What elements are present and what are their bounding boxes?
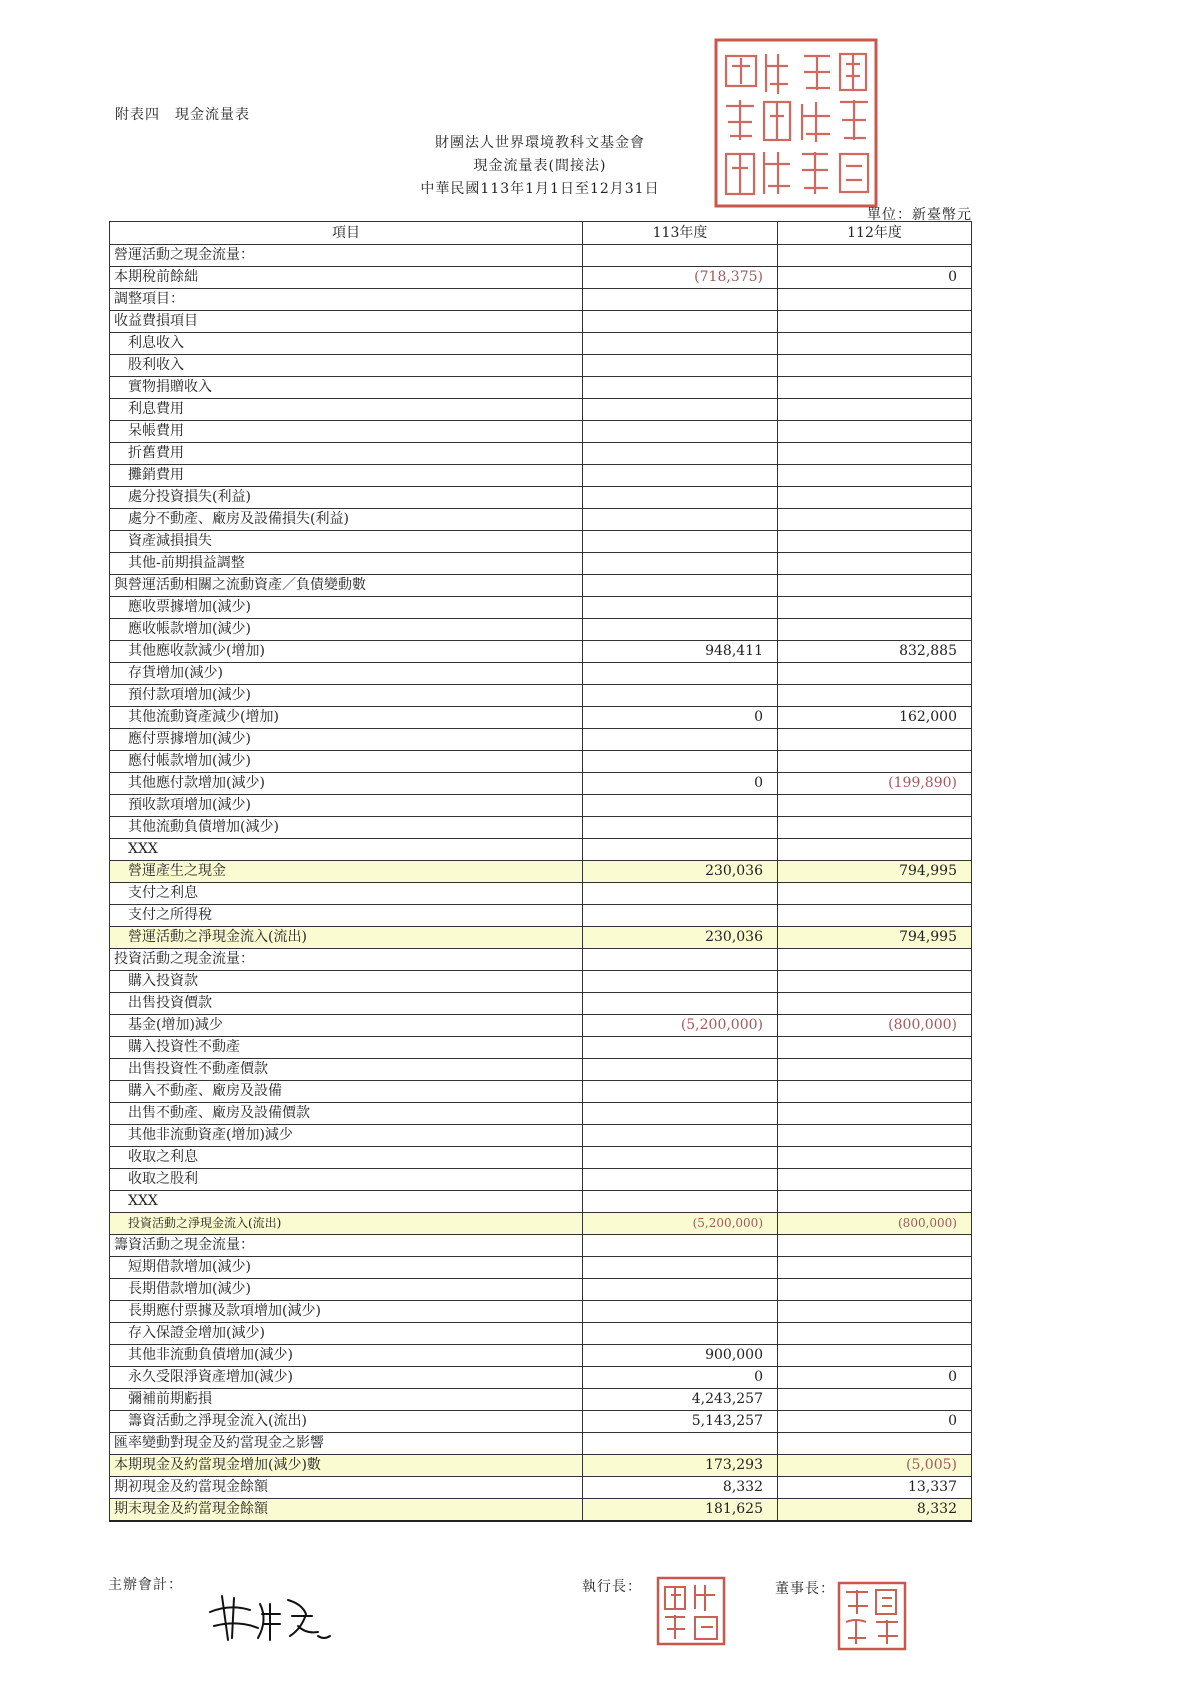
value-113 [583, 905, 778, 927]
row-label: 其他非流動資產(增加)減少 [110, 1125, 583, 1147]
value-112: 832,885 [778, 641, 972, 663]
row-label: 應收票據增加(減少) [110, 597, 583, 619]
value-113 [583, 971, 778, 993]
table-row [110, 311, 972, 333]
row-label: 實物捐贈收入 [110, 377, 583, 399]
row-label: 出售不動產、廠房及設備價款 [110, 1103, 583, 1125]
value-112: 0 [778, 1367, 972, 1389]
row-label: 其他流動負債增加(減少) [110, 817, 583, 839]
ceo-seal-stamp [655, 1575, 727, 1647]
row-label: 購入投資款 [110, 971, 583, 993]
row-label: 存貨增加(減少) [110, 663, 583, 685]
row-label: 基金(增加)減少 [110, 1015, 583, 1037]
table-row [110, 1323, 972, 1345]
table-row [110, 1477, 972, 1499]
row-label: 股利收入 [110, 355, 583, 377]
value-113 [583, 663, 778, 685]
table-row [110, 1411, 972, 1433]
org-name: 財團法人世界環境教科文基金會 [435, 135, 645, 151]
row-label: 其他應付款增加(減少) [110, 773, 583, 795]
value-112 [778, 1037, 972, 1059]
value-113 [583, 1279, 778, 1301]
value-112: 8,332 [778, 1499, 972, 1522]
foundation-seal-stamp [712, 36, 880, 210]
value-113 [583, 1059, 778, 1081]
table-row [110, 751, 972, 773]
table-row [110, 509, 972, 531]
value-112 [778, 1191, 972, 1213]
table-row [110, 619, 972, 641]
table-row [110, 971, 972, 993]
column-header-113: 113年度 [583, 222, 778, 245]
value-113 [583, 949, 778, 971]
value-112 [778, 333, 972, 355]
row-label: 購入不動產、廠房及設備 [110, 1081, 583, 1103]
value-113 [583, 289, 778, 311]
row-label: 與營運活動相關之流動資產／負債變動數 [110, 575, 583, 597]
table-row [110, 289, 972, 311]
table-row [110, 1213, 972, 1235]
value-112 [778, 663, 972, 685]
row-label: XXX [110, 1191, 583, 1213]
value-113: 948,411 [583, 641, 778, 663]
row-label: 投資活動之現金流量： [110, 949, 583, 971]
row-label: 應收帳款增加(減少) [110, 619, 583, 641]
row-label: XXX [110, 839, 583, 861]
value-112 [778, 993, 972, 1015]
value-113 [583, 443, 778, 465]
row-label: 其他應收款減少(增加) [110, 641, 583, 663]
statement-period: 中華民國113年1月1日至12月31日 [420, 181, 660, 197]
value-113 [583, 509, 778, 531]
value-113 [583, 1169, 778, 1191]
row-label: 調整項目： [110, 289, 583, 311]
value-112 [778, 443, 972, 465]
table-row [110, 1059, 972, 1081]
row-label: 處分投資損失(利益) [110, 487, 583, 509]
row-label: 出售投資性不動產價款 [110, 1059, 583, 1081]
value-112: (5,005) [778, 1455, 972, 1477]
value-112: (800,000) [778, 1213, 972, 1235]
value-113: 0 [583, 707, 778, 729]
row-label: 其他非流動負債增加(減少) [110, 1345, 583, 1367]
row-label: 期末現金及約當現金餘額 [110, 1499, 583, 1522]
table-row [110, 575, 972, 597]
value-113: 230,036 [583, 861, 778, 883]
table-row [110, 355, 972, 377]
table-row [110, 817, 972, 839]
value-112 [778, 1279, 972, 1301]
value-113 [583, 729, 778, 751]
table-row [110, 1257, 972, 1279]
value-113 [583, 553, 778, 575]
value-113 [583, 1037, 778, 1059]
value-113 [583, 311, 778, 333]
table-row [110, 267, 972, 289]
row-label: 資產減損損失 [110, 531, 583, 553]
value-113 [583, 1103, 778, 1125]
value-113 [583, 1301, 778, 1323]
row-label: 呆帳費用 [110, 421, 583, 443]
value-113 [583, 795, 778, 817]
table-row [110, 641, 972, 663]
value-112 [778, 1301, 972, 1323]
table-row [110, 663, 972, 685]
row-label: 籌資活動之淨現金流入(流出) [110, 1411, 583, 1433]
value-112 [778, 1433, 972, 1455]
annex-title: 附表四 現金流量表 [115, 107, 250, 123]
value-112 [778, 465, 972, 487]
value-113 [583, 619, 778, 641]
table-row [110, 927, 972, 949]
table-row [110, 1147, 972, 1169]
table-row [110, 399, 972, 421]
value-113 [583, 465, 778, 487]
value-112 [778, 839, 972, 861]
table-row [110, 421, 972, 443]
row-label: 出售投資價款 [110, 993, 583, 1015]
row-label: 其他-前期損益調整 [110, 553, 583, 575]
value-112 [778, 1147, 972, 1169]
value-112 [778, 509, 972, 531]
row-label: 期初現金及約當現金餘額 [110, 1477, 583, 1499]
value-112: 162,000 [778, 707, 972, 729]
row-label: 攤銷費用 [110, 465, 583, 487]
ceo-label: 執行長： [582, 1579, 642, 1595]
value-112 [778, 1125, 972, 1147]
value-112 [778, 1081, 972, 1103]
row-label: 匯率變動對現金及約當現金之影響 [110, 1433, 583, 1455]
value-113 [583, 751, 778, 773]
table-row [110, 685, 972, 707]
table-row [110, 839, 972, 861]
value-112 [778, 377, 972, 399]
value-113 [583, 575, 778, 597]
table-row [110, 1037, 972, 1059]
value-112 [778, 1323, 972, 1345]
value-112 [778, 817, 972, 839]
value-113 [583, 421, 778, 443]
row-label: 預付款項增加(減少) [110, 685, 583, 707]
row-label: 投資活動之淨現金流入(流出) [110, 1213, 583, 1235]
value-113 [583, 1235, 778, 1257]
value-112 [778, 1235, 972, 1257]
value-113 [583, 333, 778, 355]
value-112 [778, 399, 972, 421]
value-113 [583, 355, 778, 377]
table-row [110, 795, 972, 817]
value-113 [583, 399, 778, 421]
value-112: (199,890) [778, 773, 972, 795]
value-112: (800,000) [778, 1015, 972, 1037]
table-row [110, 1103, 972, 1125]
value-112 [778, 971, 972, 993]
table-row [110, 773, 972, 795]
row-label: 預收款項增加(減少) [110, 795, 583, 817]
table-row [110, 1345, 972, 1367]
value-112 [778, 751, 972, 773]
table-row [110, 1125, 972, 1147]
table-row [110, 1235, 972, 1257]
row-label: 營運活動之現金流量： [110, 245, 583, 267]
value-113 [583, 685, 778, 707]
value-112 [778, 553, 972, 575]
value-112: 0 [778, 267, 972, 289]
value-113: 0 [583, 1367, 778, 1389]
value-112: 0 [778, 1411, 972, 1433]
table-row [110, 729, 972, 751]
value-112: 794,995 [778, 927, 972, 949]
value-112 [778, 1345, 972, 1367]
table-row [110, 245, 972, 267]
value-113: 4,243,257 [583, 1389, 778, 1411]
table-row [110, 531, 972, 553]
value-112 [778, 1059, 972, 1081]
value-112 [778, 289, 972, 311]
value-113 [583, 487, 778, 509]
table-row [110, 1169, 972, 1191]
table-row [110, 1015, 972, 1037]
value-112 [778, 729, 972, 751]
table-row [110, 553, 972, 575]
value-112 [778, 905, 972, 927]
currency-unit: 單位：新臺幣元 [867, 207, 972, 223]
row-label: 處分不動產、廠房及設備損失(利益) [110, 509, 583, 531]
value-113: (5,200,000) [583, 1015, 778, 1037]
value-113 [583, 839, 778, 861]
value-113: (718,375) [583, 267, 778, 289]
table-row [110, 861, 972, 883]
row-label: 利息費用 [110, 399, 583, 421]
table-row [110, 1279, 972, 1301]
table-row [110, 1433, 972, 1455]
table-row [110, 597, 972, 619]
chairman-label: 董事長： [775, 1581, 835, 1597]
value-113 [583, 1191, 778, 1213]
value-113: (5,200,000) [583, 1213, 778, 1235]
table-row [110, 883, 972, 905]
value-112 [778, 1257, 972, 1279]
value-113 [583, 245, 778, 267]
value-113: 5,143,257 [583, 1411, 778, 1433]
table-row [110, 993, 972, 1015]
table-row [110, 707, 972, 729]
value-112: 13,337 [778, 1477, 972, 1499]
row-label: 收取之利息 [110, 1147, 583, 1169]
value-112 [778, 245, 972, 267]
table-row [110, 465, 972, 487]
chairman-seal-stamp [836, 1580, 908, 1652]
row-label: 永久受限淨資產增加(減少) [110, 1367, 583, 1389]
table-row [110, 1301, 972, 1323]
accountant-handwritten-signature [200, 1590, 340, 1650]
value-112 [778, 883, 972, 905]
row-label: 應付票據增加(減少) [110, 729, 583, 751]
value-113: 230,036 [583, 927, 778, 949]
value-112 [778, 1169, 972, 1191]
table-row [110, 1191, 972, 1213]
value-113: 173,293 [583, 1455, 778, 1477]
row-label: 本期稅前餘絀 [110, 267, 583, 289]
row-label: 支付之所得稅 [110, 905, 583, 927]
row-label: 收益費損項目 [110, 311, 583, 333]
row-label: 存入保證金增加(減少) [110, 1323, 583, 1345]
row-label: 長期借款增加(減少) [110, 1279, 583, 1301]
value-113 [583, 597, 778, 619]
column-header-112: 112年度 [778, 222, 972, 245]
table-row [110, 1389, 972, 1411]
value-113: 0 [583, 773, 778, 795]
value-112 [778, 575, 972, 597]
row-label: 支付之利息 [110, 883, 583, 905]
column-header-item: 項目 [110, 222, 583, 245]
table-row [110, 487, 972, 509]
value-112 [778, 619, 972, 641]
table-row [110, 1081, 972, 1103]
value-113 [583, 1323, 778, 1345]
value-112 [778, 421, 972, 443]
value-113 [583, 883, 778, 905]
row-label: 利息收入 [110, 333, 583, 355]
row-label: 應付帳款增加(減少) [110, 751, 583, 773]
value-112 [778, 795, 972, 817]
table-row [110, 377, 972, 399]
row-label: 收取之股利 [110, 1169, 583, 1191]
row-label: 長期應付票據及款項增加(減少) [110, 1301, 583, 1323]
table-row [110, 443, 972, 465]
table-row [110, 905, 972, 927]
value-113 [583, 817, 778, 839]
value-112 [778, 949, 972, 971]
value-112 [778, 355, 972, 377]
accountant-label: 主辦會計： [108, 1577, 183, 1593]
row-label: 短期借款增加(減少) [110, 1257, 583, 1279]
value-113: 900,000 [583, 1345, 778, 1367]
row-label: 營運產生之現金 [110, 861, 583, 883]
value-113: 8,332 [583, 1477, 778, 1499]
row-label: 購入投資性不動產 [110, 1037, 583, 1059]
value-112 [778, 685, 972, 707]
cash-flow-table [109, 221, 972, 1522]
value-113 [583, 993, 778, 1015]
table-row [110, 949, 972, 971]
table-row [110, 1499, 972, 1522]
statement-title: 現金流量表(間接法) [473, 158, 607, 174]
value-113 [583, 531, 778, 553]
value-112 [778, 1103, 972, 1125]
value-112 [778, 597, 972, 619]
table-row [110, 333, 972, 355]
row-label: 其他流動資產減少(增加) [110, 707, 583, 729]
table-row [110, 1455, 972, 1477]
value-112: 794,995 [778, 861, 972, 883]
value-113 [583, 1081, 778, 1103]
value-112 [778, 311, 972, 333]
row-label: 折舊費用 [110, 443, 583, 465]
value-112 [778, 531, 972, 553]
value-113: 181,625 [583, 1499, 778, 1522]
row-label: 本期現金及約當現金增加(減少)數 [110, 1455, 583, 1477]
value-113 [583, 1433, 778, 1455]
value-113 [583, 1257, 778, 1279]
value-113 [583, 377, 778, 399]
value-112 [778, 1389, 972, 1411]
table-row [110, 1367, 972, 1389]
row-label: 營運活動之淨現金流入(流出) [110, 927, 583, 949]
value-113 [583, 1125, 778, 1147]
value-112 [778, 487, 972, 509]
value-113 [583, 1147, 778, 1169]
table-header-row [110, 222, 972, 245]
row-label: 彌補前期虧損 [110, 1389, 583, 1411]
row-label: 籌資活動之現金流量： [110, 1235, 583, 1257]
